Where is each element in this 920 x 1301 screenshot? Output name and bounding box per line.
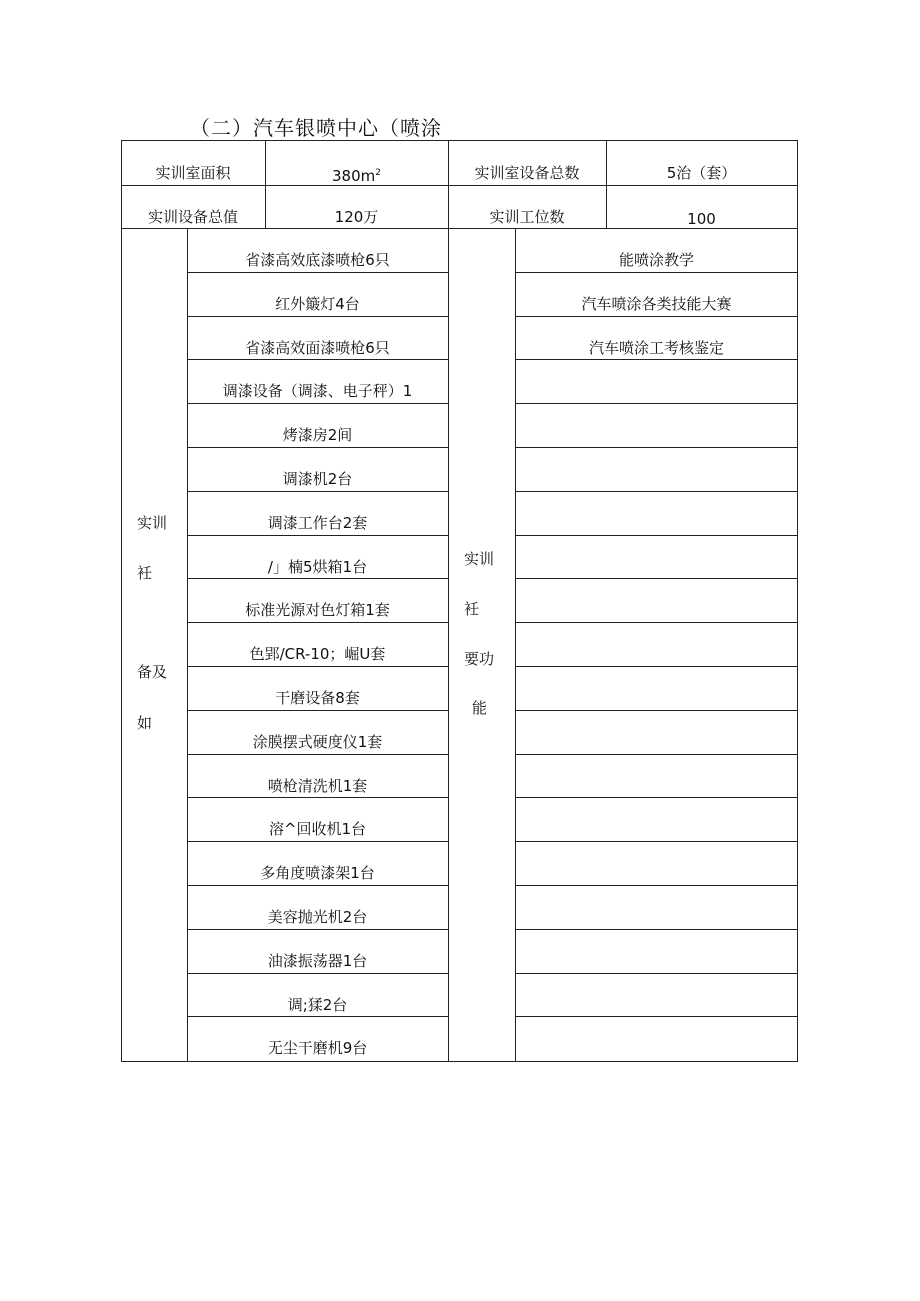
area-value-unit-superscript: 2	[375, 168, 381, 178]
equipment-row-divider	[187, 491, 448, 492]
page-title: （二）汽车银喷中心（喷涂	[190, 116, 442, 140]
equipment-row-divider	[187, 447, 448, 448]
equipment-item: 喷枪清洗机1套	[267, 776, 368, 795]
total-value-label: 实训设备总值	[147, 208, 238, 226]
equipment-item: 调漆机2台	[282, 470, 353, 488]
equipment-row-divider	[187, 622, 448, 623]
equipment-row-divider	[187, 841, 448, 842]
left-label-3: 备及	[137, 663, 168, 681]
equipment-item: 美容抛光机2台	[267, 908, 368, 926]
equipment-item: 油漆振荡器1台	[267, 951, 368, 970]
area-label: 实训室面积	[155, 164, 231, 182]
equipment-item: 红外簸灯4台	[275, 294, 360, 313]
header-row-divider	[121, 185, 798, 186]
mid-label-1: 实训	[464, 550, 495, 568]
equipment-item: 无尘干磨机9台	[267, 1039, 368, 1058]
function-item: 汽车喷涂工考核鉴定	[588, 338, 724, 357]
equipment-row-divider	[187, 929, 448, 930]
total-devices-label: 实训室设备总数	[474, 164, 580, 182]
function-row-divider	[515, 447, 798, 448]
area-value	[265, 164, 448, 185]
function-row-divider	[515, 666, 798, 667]
function-row-divider	[515, 535, 798, 536]
equipment-item: 省漆高效面漆喷枪6只	[245, 338, 390, 357]
col-divider-2	[448, 140, 449, 1062]
equipment-row-divider	[187, 359, 448, 360]
function-row-divider	[515, 754, 798, 755]
mid-label-4: 能	[472, 699, 488, 717]
function-row-divider	[515, 403, 798, 404]
equipment-row-divider	[187, 973, 448, 974]
equipment-row-divider	[187, 710, 448, 711]
function-row-divider	[515, 359, 798, 360]
function-row-divider	[515, 841, 798, 842]
equipment-item: 多角度喷漆架1台	[260, 864, 375, 883]
table-left-border	[121, 140, 122, 1062]
equipment-row-divider	[187, 885, 448, 886]
equipment-row-divider	[187, 578, 448, 579]
function-row-divider	[515, 491, 798, 492]
function-item: 汽车喷涂各类技能大赛	[581, 294, 732, 313]
equipment-row-divider	[187, 666, 448, 667]
table-bottom-border	[121, 1061, 798, 1062]
stations-value: 100	[687, 210, 716, 228]
equipment-item: 溶^回收机1台	[268, 820, 367, 839]
function-row-divider	[515, 929, 798, 930]
header-bottom-border	[121, 228, 798, 229]
function-row-divider	[515, 1016, 798, 1017]
table-right-border	[797, 140, 798, 1062]
left-label-1: 实训	[137, 514, 168, 532]
equipment-row-divider	[187, 754, 448, 755]
equipment-item: 烤漆房2间	[282, 426, 353, 445]
table-top-border	[121, 140, 798, 141]
function-row-divider	[515, 885, 798, 886]
equipment-row-divider	[187, 403, 448, 404]
function-row-divider	[515, 272, 798, 273]
equipment-item: /」楠5烘箱1台	[267, 557, 368, 576]
equipment-row-divider	[187, 1016, 448, 1017]
equipment-item: 标准光源对色灯箱1套	[245, 601, 390, 620]
function-row-divider	[515, 622, 798, 623]
left-label-4: 如	[137, 714, 153, 732]
function-row-divider	[515, 710, 798, 711]
equipment-item: 省漆高效底漆喷枪6只	[245, 251, 390, 269]
equipment-item: 调漆工作台2套	[267, 513, 368, 532]
stations-label: 实训工位数	[489, 208, 565, 226]
equipment-row-divider	[187, 535, 448, 536]
equipment-row-divider	[187, 272, 448, 273]
training-room-table	[121, 140, 798, 1062]
function-row-divider	[515, 316, 798, 317]
equipment-row-divider	[187, 316, 448, 317]
area-value-text: 380m	[332, 167, 376, 185]
function-row-divider	[515, 797, 798, 798]
function-row-divider	[515, 578, 798, 579]
equipment-item: 调;猱2台	[287, 995, 348, 1014]
equipment-item: 调漆设备（调漆、电子秤）1	[222, 382, 413, 401]
function-row-divider	[515, 973, 798, 974]
total-value-value: 120万	[334, 208, 379, 226]
total-devices-value: 5治（套）	[666, 164, 737, 182]
mid-label-2: 衽	[464, 600, 480, 618]
equipment-item: 干磨设备8套	[275, 689, 360, 707]
equipment-item: 色郢/CR-10；崛U套	[249, 645, 386, 664]
left-label-2: 衽	[137, 564, 153, 582]
equipment-row-divider	[187, 797, 448, 798]
equipment-item: 涂膜摆式硬度仪1套	[252, 732, 383, 751]
function-item: 能喷涂教学	[618, 251, 694, 269]
mid-label-3: 要功	[464, 650, 495, 668]
